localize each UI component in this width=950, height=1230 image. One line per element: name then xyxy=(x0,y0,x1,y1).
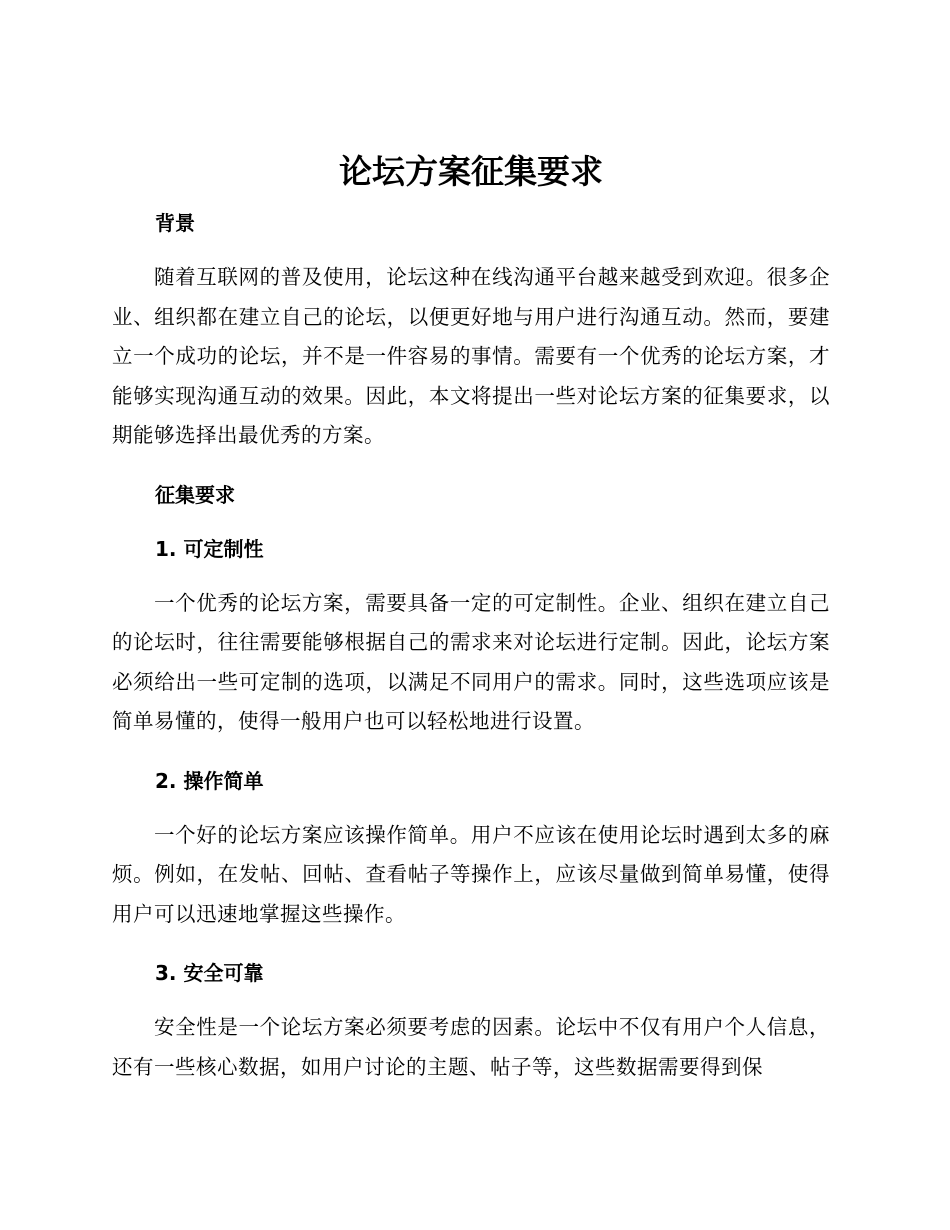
section-heading-background: 背景 xyxy=(155,211,195,235)
section-heading-customizability: 1. 可定制性 xyxy=(155,536,264,561)
paragraph-simple-operation: 一个好的论坛方案应该操作简单。用户不应该在使用论坛时遇到太多的麻烦。例如，在发帖、回帖、查看帖子等操作上，应该尽量做到简单易懂，使得用户可以迅速地掌握这些操作。 xyxy=(112,822,830,926)
document-title: 论坛方案征集要求 xyxy=(339,152,603,191)
section-heading-requirements: 征集要求 xyxy=(155,482,235,507)
paragraph-background: 随着互联网的普及使用，论坛这种在线沟通平台越来越受到欢迎。很多企业、组织都在建立自己的论坛，以便更好地与用户进行沟通互动。然而，要建立一个成功的论坛，并不是一件容易的事情。需要有一个优秀的论坛方案，才能够实现沟通互动的效果。因此，本文将提出一些对论坛方案的征集要求，以期能够选择出最优秀的方案。 xyxy=(112,265,830,447)
section-heading-simple-operation: 2. 操作简单 xyxy=(155,768,264,793)
paragraph-customizability: 一个优秀的论坛方案，需要具备一定的可定制性。企业、组织在建立自己的论坛时，往往需要能够根据自己的需求来对论坛进行定制。因此，论坛方案必须给出一些可定制的选项，以满足不同用户的需求。同时，这些选项应该是简单易懂的，使得一般用户也可以轻松地进行设置。 xyxy=(112,590,830,733)
paragraph-security: 安全性是一个论坛方案必须要考虑的因素。论坛中不仅有用户个人信息，还有一些核心数据，如用户讨论的主题、帖子等，这些数据需要得到保 xyxy=(112,1015,830,1079)
section-heading-security: 3. 安全可靠 xyxy=(155,961,264,985)
document-page xyxy=(112,150,830,1087)
